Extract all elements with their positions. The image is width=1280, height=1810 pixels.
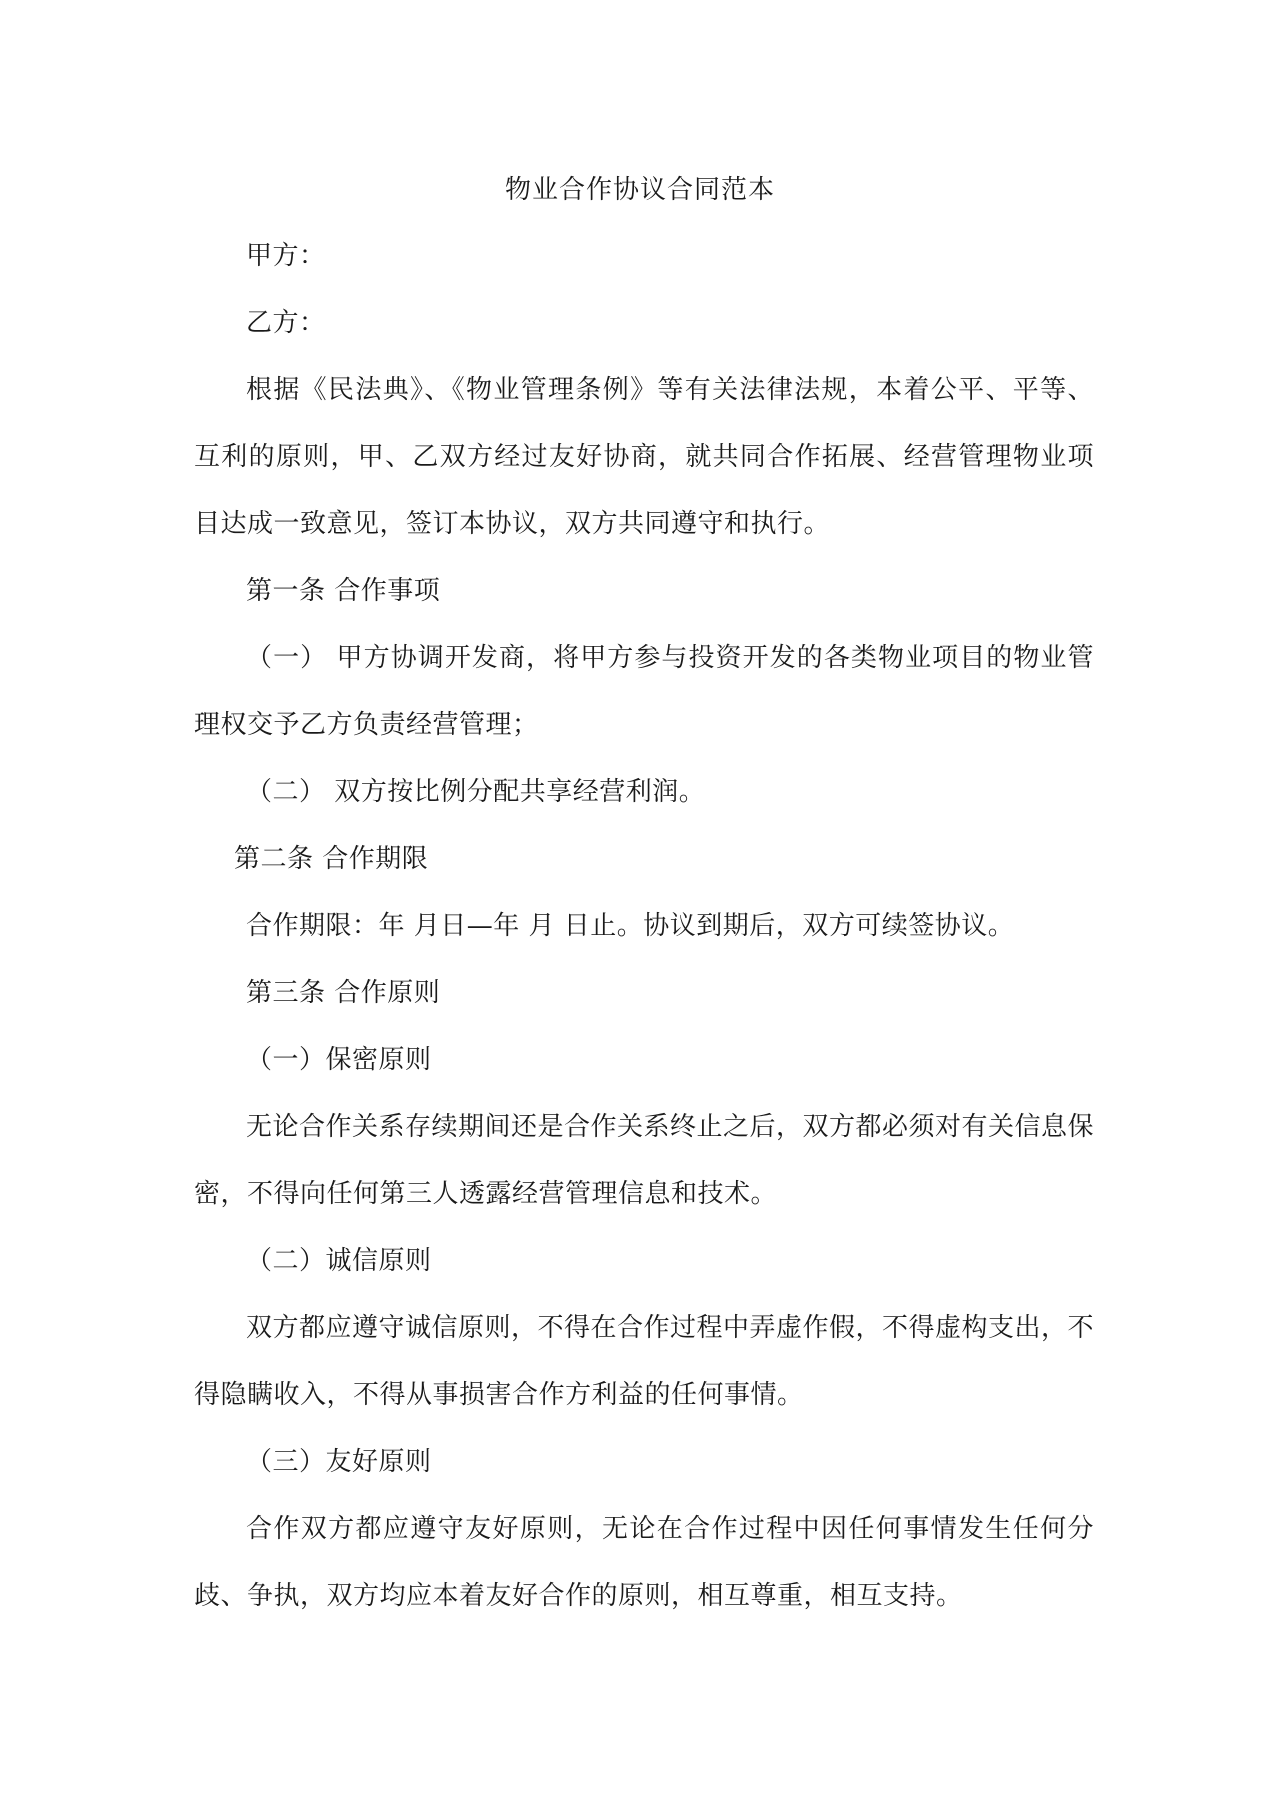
document-title: 物业合作协议合同范本	[504, 175, 775, 205]
principle-2-body: 双方都应遵守诚信原则，不得在合作过程中弄虚作假，不得虚构支出，不得隐瞒收入，不得从事损害合作方利益的任何事情。	[194, 1313, 1095, 1410]
party-b-line: 乙方：	[246, 308, 326, 338]
article-3-heading: 第三条 合作原则	[246, 978, 441, 1008]
principle-2-heading: （二）诚信原则	[246, 1246, 432, 1276]
article-1-heading: 第一条 合作事项	[246, 576, 441, 606]
party-a-line: 甲方：	[246, 241, 326, 271]
article-1-item-1: （一） 甲方协调开发商，将甲方参与投资开发的各类物业项目的物业管理权交予乙方负责经营管理；	[194, 643, 1094, 740]
preamble-paragraph: 根据《民法典》、《物业管理条例》等有关法律法规，本着公平、平等、互利的原则，甲、乙双方经过友好协商，就共同合作拓展、经营管理物业项目达成一致意见，签订本协议，双方共同遵守和执行。	[194, 375, 1094, 539]
principle-1-heading: （一）保密原则	[246, 1045, 432, 1075]
article-2-heading: 第二条 合作期限	[234, 844, 429, 874]
principle-3-heading: （三）友好原则	[246, 1447, 432, 1477]
article-1-item-2: （二） 双方按比例分配共享经营利润。	[246, 777, 706, 807]
principle-1-body: 无论合作关系存续期间还是合作关系终止之后，双方都必须对有关信息保密，不得向任何第三人透露经营管理信息和技术。	[194, 1112, 1095, 1209]
article-2-body: 合作期限：年 月日—年 月 日止。协议到期后，双方可续签协议。	[246, 911, 1015, 941]
principle-3-body: 合作双方都应遵守友好原则，无论在合作过程中因任何事情发生任何分歧、争执，双方均应本着友好合作的原则，相互尊重，相互支持。	[194, 1514, 1094, 1611]
